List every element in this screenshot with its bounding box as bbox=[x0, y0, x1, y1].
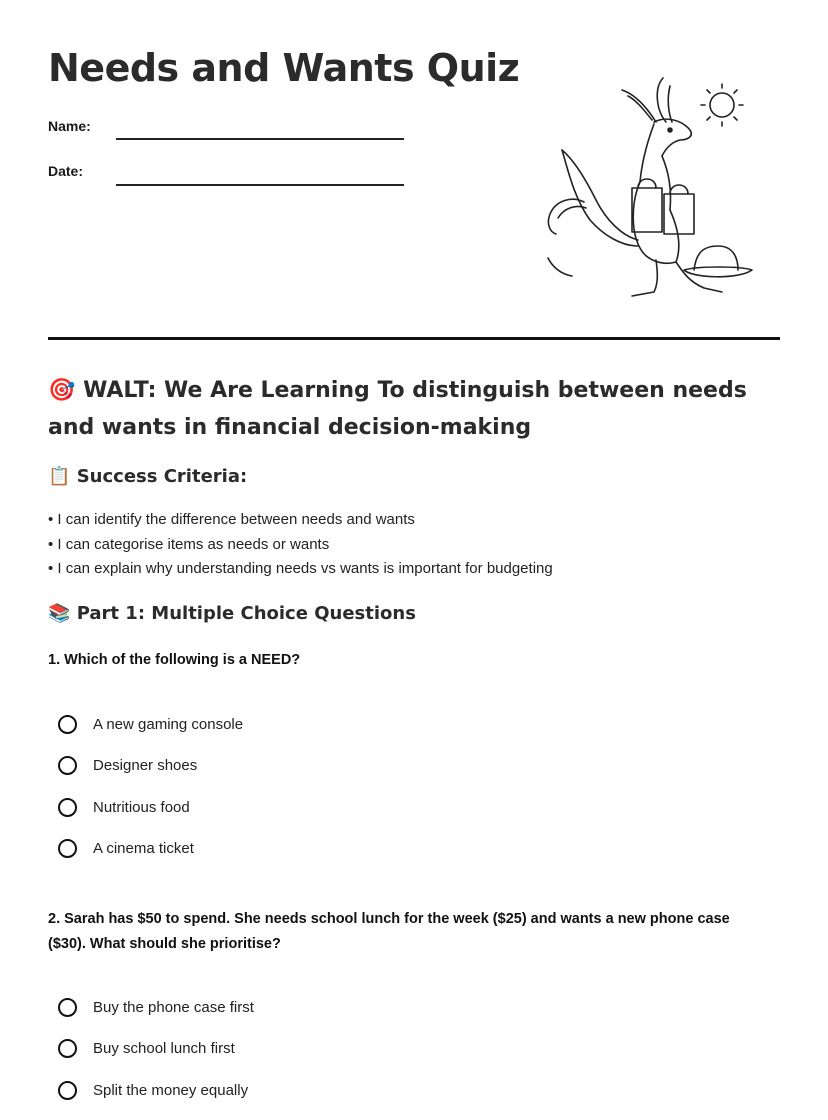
name-input-line[interactable] bbox=[116, 138, 404, 140]
hat-icon bbox=[684, 246, 752, 277]
question-2: 2. Sarah has $50 to spend. She needs school lunch for the week ($25) and wants a new phone case ($30). What should she prioritise? bbox=[48, 911, 730, 952]
answer-option[interactable] bbox=[58, 1037, 254, 1078]
option-label: Buy school lunch first bbox=[93, 1040, 235, 1058]
radio-button[interactable] bbox=[58, 1081, 77, 1100]
quiz-page bbox=[48, 0, 780, 1118]
option-label: A new gaming console bbox=[93, 716, 244, 733]
radio-button[interactable] bbox=[58, 715, 77, 734]
option-label: Designer shoes bbox=[93, 757, 198, 775]
name-field bbox=[48, 118, 91, 134]
sun-icon bbox=[701, 84, 743, 126]
criteria-item: • I can categorise items as needs or wants bbox=[48, 535, 330, 553]
page-title: Needs and Wants Quiz bbox=[48, 46, 520, 90]
answer-option[interactable] bbox=[58, 996, 254, 1037]
radio-button[interactable] bbox=[58, 1039, 77, 1058]
success-criteria-heading bbox=[48, 466, 247, 487]
kangaroo-illustration bbox=[526, 70, 756, 305]
option-label: Nutritious food bbox=[93, 798, 190, 816]
part1-heading bbox=[48, 603, 416, 624]
question-1: 1. Which of the following is a NEED? bbox=[48, 652, 301, 668]
answer-option[interactable] bbox=[58, 796, 243, 837]
answer-option[interactable] bbox=[58, 713, 243, 754]
criteria-item: • I can identify the difference between needs and wants bbox=[48, 511, 415, 528]
books-icon: 📚 bbox=[48, 603, 71, 624]
radio-button[interactable] bbox=[58, 839, 77, 858]
radio-button[interactable] bbox=[58, 798, 77, 817]
date-input-line[interactable] bbox=[116, 184, 404, 186]
name-label: Name: bbox=[48, 118, 91, 134]
walt-heading bbox=[48, 372, 748, 446]
section-divider bbox=[48, 337, 780, 340]
success-criteria-list bbox=[48, 508, 553, 582]
question-2-options bbox=[58, 996, 254, 1120]
answer-option[interactable] bbox=[58, 837, 243, 878]
option-label: Split the money equally bbox=[93, 1081, 249, 1099]
answer-option[interactable] bbox=[58, 754, 243, 795]
answer-option[interactable] bbox=[58, 1079, 254, 1120]
date-label: Date: bbox=[48, 163, 84, 179]
radio-button[interactable] bbox=[58, 998, 77, 1017]
clipboard-icon: 📋 bbox=[48, 466, 71, 487]
walt-text: WALT: We Are Learning To distinguish between needs and wants in financial decision-making bbox=[48, 378, 747, 440]
option-label: Buy the phone case first bbox=[93, 999, 254, 1016]
part1-title: Part 1: Multiple Choice Questions bbox=[76, 603, 416, 624]
target-icon: 🎯 bbox=[48, 378, 76, 403]
success-criteria-title: Success Criteria: bbox=[76, 466, 248, 487]
question-1-options bbox=[58, 713, 243, 878]
date-field bbox=[48, 163, 83, 179]
criteria-item: • I can explain why understanding needs vs wants is important for budgeting bbox=[48, 560, 553, 577]
shopping-bag-icon bbox=[632, 179, 694, 234]
radio-button[interactable] bbox=[58, 756, 77, 775]
option-label: A cinema ticket bbox=[93, 839, 194, 857]
